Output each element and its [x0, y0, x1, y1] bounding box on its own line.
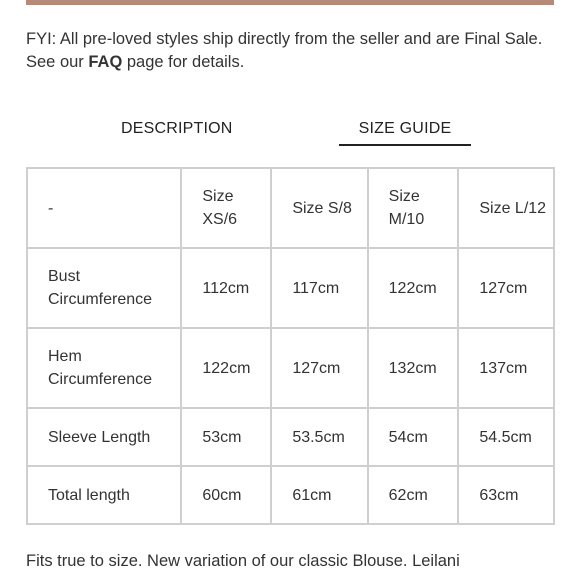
notice-text-end: page for details.	[122, 53, 245, 71]
measurement-cell: 127cm	[459, 249, 553, 327]
measurement-cell: 127cm	[272, 329, 366, 407]
measurement-cell: 63cm	[459, 467, 553, 523]
measurement-cell: 117cm	[272, 249, 366, 327]
measurement-cell: 62cm	[369, 467, 458, 523]
measurement-cell: 54.5cm	[459, 409, 553, 465]
final-sale-notice	[26, 28, 556, 74]
size-header-cell: Size L/12	[459, 169, 553, 247]
table-row	[28, 329, 553, 407]
measurement-cell: 137cm	[459, 329, 553, 407]
measurement-cell: 112cm	[182, 249, 270, 327]
product-description-text: Fits true to size. New variation of our classic Blouse. Leilani	[26, 552, 460, 570]
measurement-cell: 60cm	[182, 467, 270, 523]
row-label-cell: Total length	[28, 467, 180, 523]
table-corner-cell: -	[28, 169, 180, 247]
measurement-cell: 54cm	[369, 409, 458, 465]
measurement-cell: 53cm	[182, 409, 270, 465]
measurement-cell: 132cm	[369, 329, 458, 407]
table-row	[28, 467, 553, 523]
measurement-cell: 122cm	[182, 329, 270, 407]
measurement-cell: 61cm	[272, 467, 366, 523]
measurement-cell: 122cm	[369, 249, 458, 327]
size-header-cell: Size M/10	[369, 169, 458, 247]
size-guide-table-container[interactable]	[26, 167, 555, 531]
row-label-cell: Sleeve Length	[28, 409, 180, 465]
product-tabs	[26, 120, 556, 150]
measurement-cell: 53.5cm	[272, 409, 366, 465]
row-label-cell: Hem Circumference	[28, 329, 180, 407]
tab-description[interactable]: DESCRIPTION	[121, 120, 233, 137]
row-label-cell: Bust Circumference	[28, 249, 180, 327]
accent-bar	[26, 0, 554, 5]
table-header-row	[28, 169, 553, 247]
size-header-cell: Size S/8	[272, 169, 366, 247]
faq-link[interactable]: FAQ	[88, 53, 123, 71]
table-row	[28, 409, 553, 465]
table-row	[28, 249, 553, 327]
tab-size-guide[interactable]: SIZE GUIDE	[339, 120, 471, 146]
notice-text-start: FYI: All pre-loved styles ship directly from the seller and are Final Sale. See our	[26, 30, 543, 71]
size-guide-table	[26, 167, 555, 525]
size-header-cell: Size XS/6	[182, 169, 270, 247]
